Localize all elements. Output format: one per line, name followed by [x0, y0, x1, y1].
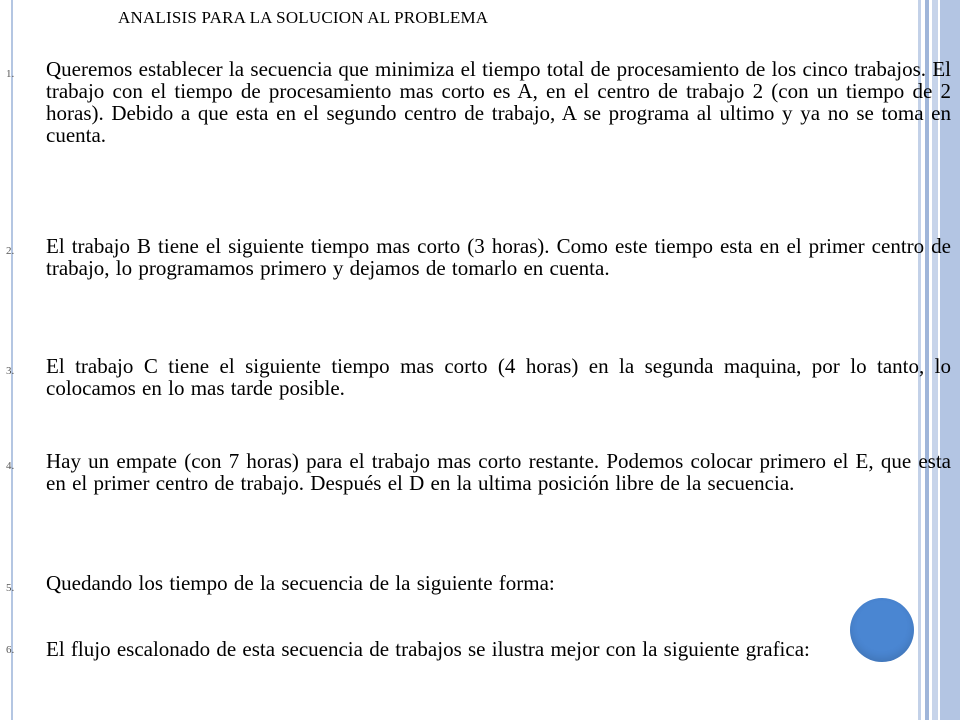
- list-item-number: 1.: [6, 68, 15, 80]
- list-item-number: 6.: [6, 644, 15, 656]
- list-item-number: 5.: [6, 582, 15, 594]
- list-item-text: Quedando los tiempo de la secuencia de la siguiente forma:: [46, 571, 555, 595]
- list-item-number: 4.: [6, 460, 15, 472]
- slide-title: ANALISIS PARA LA SOLUCION AL PROBLEMA: [118, 8, 489, 27]
- list-item-number: 2.: [6, 245, 15, 257]
- decorative-circle: [850, 598, 914, 662]
- list-item-text: El trabajo B tiene el siguiente tiempo mas corto (3 horas). Como este tiempo esta en el primer centro de trabajo, lo programamos primero y dejamos de tomarlo en cuenta.: [46, 234, 951, 280]
- list-item-text: El trabajo C tiene el siguiente tiempo mas corto (4 horas) en la segunda maquina, por lo tanto, lo colocamos en lo mas tarde posible.: [46, 354, 951, 400]
- list-item-text: Queremos establecer la secuencia que minimiza el tiempo total de procesamiento de los cinco trabajos. El trabajo con el tiempo de procesamiento mas corto es A, en el centro de trabajo 2 (con un tiempo de 2 horas). Debido a que esta en el segundo centro de trabajo, A se programa al ultimo y ya no se toma en cuenta.: [46, 57, 951, 147]
- list-item-text: Hay un empate (con 7 horas) para el trabajo mas corto restante. Podemos colocar primero el E, que esta en el primer centro de trabajo. Después el D en la ultima posición libre de la secuencia.: [46, 449, 951, 495]
- list-item-text: El flujo escalonado de esta secuencia de trabajos se ilustra mejor con la siguiente grafica:: [46, 637, 810, 661]
- list-item-number: 3.: [6, 365, 15, 377]
